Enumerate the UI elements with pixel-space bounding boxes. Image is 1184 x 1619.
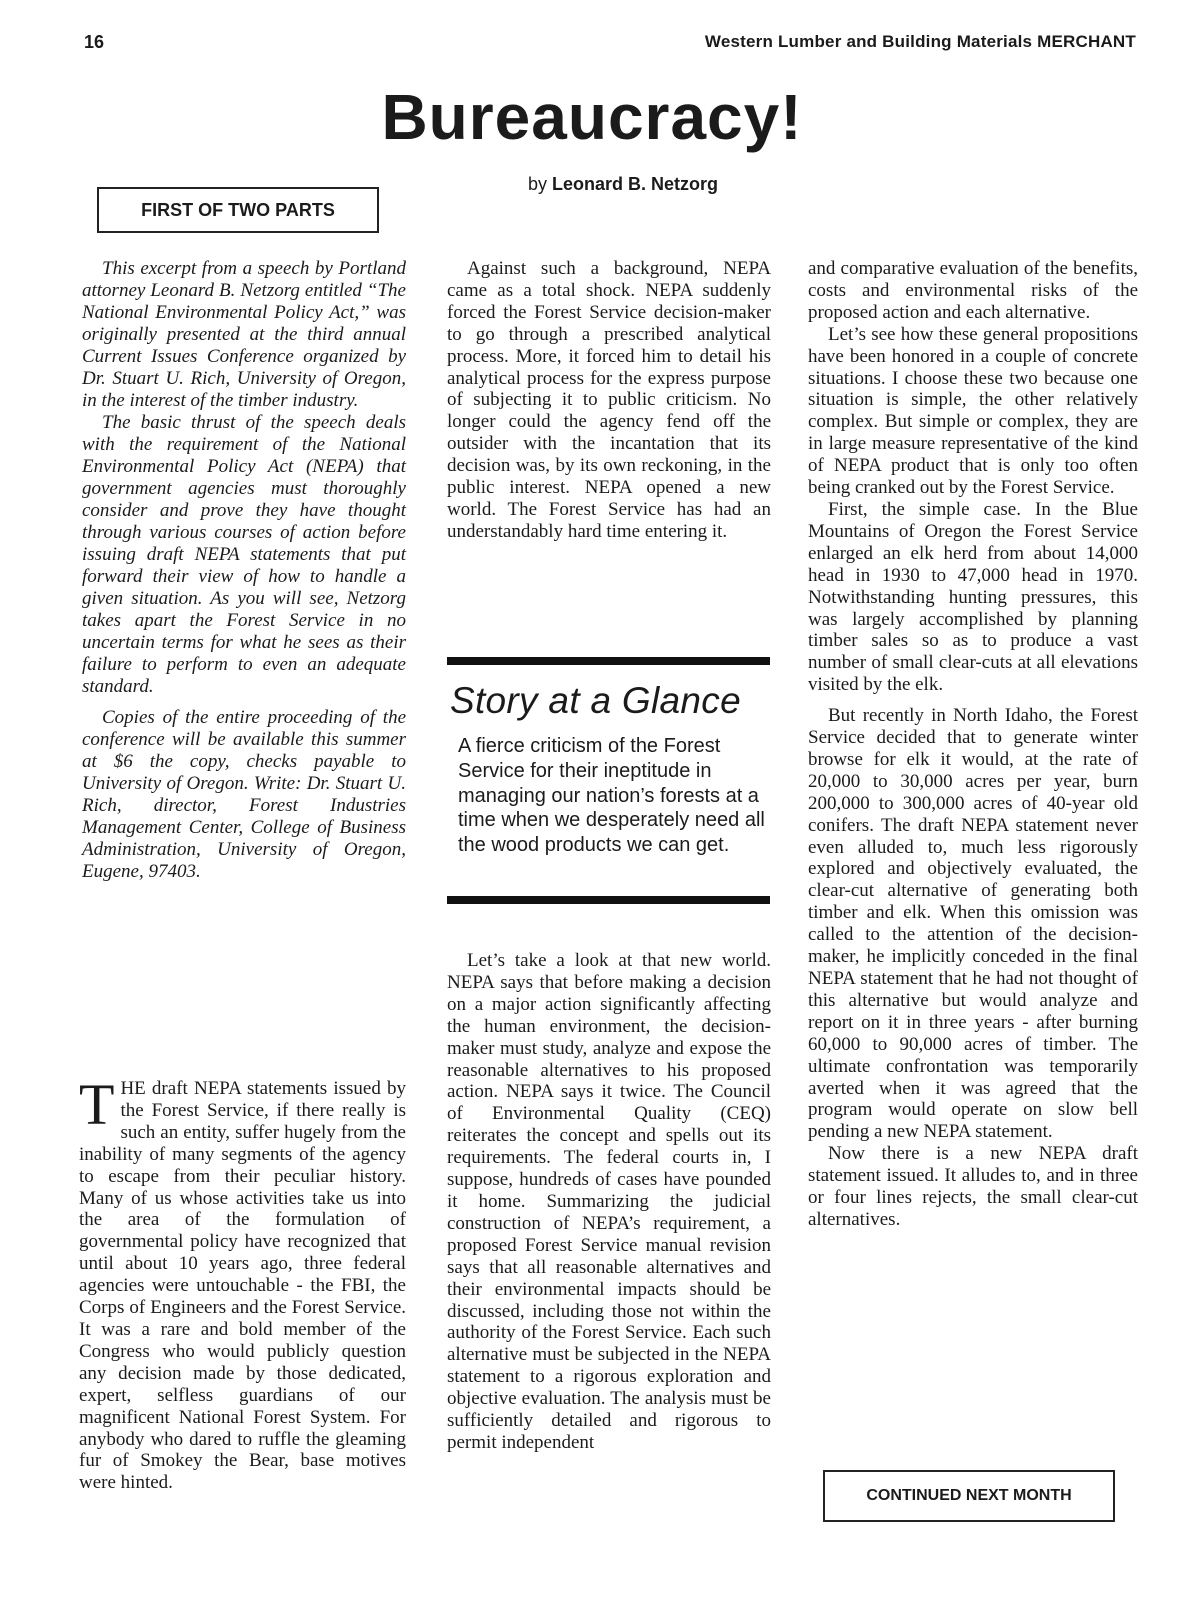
continued-label-box: [823, 1470, 1115, 1522]
drop-cap: T: [79, 1072, 115, 1137]
body-paragraph: Against such a background, NEPA came as a total shock. NEPA suddenly forced the Forest Service decision-maker to go through a prescribed analytical process. More, it forced him to detail his analytical process for the express purpose of subjecting it to public criticism. No longer could the agency fend off the outsider with the incantation that its decision was, by its own reckoning, in the public interest. NEPA opened a new world. The Forest Service has had an understandably hard time entering it.: [447, 258, 771, 542]
series-label-box: [97, 187, 379, 233]
intro-paragraph: This excerpt from a speech by Portland attorney Leonard B. Netzorg entitled “The National Environmental Policy Act,” was originally presented at the third annual Current Issues Conference organized by Dr. Stuart U. Rich, University of Oregon, in the interest of the timber industry.: [82, 258, 406, 411]
series-label: FIRST OF TWO PARTS: [141, 199, 335, 220]
body-paragraph: First, the simple case. In the Blue Mountains of Oregon the Forest Service enlarged an elk herd from about 14,000 head in 1930 to 47,000 head in 1970. Notwithstanding hunting pressures, this was largely accomplished by planning timber sales so as to produce a vast number of small clear-cuts at all elevations visited by the elk.: [808, 498, 1138, 696]
page-number: 16: [84, 32, 105, 52]
continued-label: CONTINUED NEXT MONTH: [866, 1487, 1072, 1504]
sidebar-top-rule: [447, 657, 770, 665]
body-column-3: [808, 258, 1138, 1231]
byline: [528, 174, 718, 195]
publication-running-head: Western Lumber and Building Materials MERCHANT: [704, 32, 1136, 51]
body-paragraph: Let’s take a look at that new world. NEPA says that before making a decision on a major action significantly affecting the human environment, the decision-maker must study, analyze and expose the reasonable alternatives to his proposed action. NEPA says it twice. The Council of Environmental Quality (CEQ) reiterates the concept and spells out its requirements. The federal courts in, I suppose, hundreds of cases have pounded it home. Summarizing the judicial construction of NEPA’s requirement, a proposed Forest Service manual revision says that all reasonable alternatives and their environmental impacts should be discussed, including those not within the authority of the Forest Service. Each such alternative must be subjected in the NEPA statement to a rigorous exploration and objective evaluation. The analysis must be sufficiently detailed and rigorous to permit independent: [447, 950, 771, 1453]
sidebar-title: Story at a Glance: [450, 680, 741, 721]
sidebar-bottom-rule: [447, 896, 770, 904]
body-paragraph: [79, 1072, 406, 1494]
body-column-2-top: [447, 258, 771, 543]
body-paragraph: Let’s see how these general propositions have been honored in a couple of concrete situations. I choose these two because one situation is simple, the other relatively complex. But simple or complex, they are in large measure representative of the kind of NEPA product that is only too often being cranked out by the Forest Service.: [808, 323, 1138, 499]
sidebar-summary: A fierce criticism of the Forest Service for their ineptitude in managing our nation’s forests at a time when we desperately need all the wood products we can get.: [458, 735, 765, 857]
intro-paragraph: The basic thrust of the speech deals with the requirement of the National Environmental Policy Act (NEPA) that government agencies must thoroughly consider and prove they have thought through various courses of action before issuing draft NEPA statements that put forward their view of how to handle a given situation. As you will see, Netzorg takes apart the Forest Service in no uncertain terms for what he sees as their failure to perform to even an adequate standard.: [82, 412, 406, 697]
body-column-1: [79, 1072, 406, 1494]
body-column-2-bottom: [447, 950, 771, 1454]
article-title: Bureaucracy!: [381, 81, 803, 153]
intro-paragraph: Copies of the entire proceeding of the conference will be available this summer at $6 the copy, checks payable to University of Oregon. Write: Dr. Stuart U. Rich, director, Forest Industries Management Center, College of Business Administration, University of Oregon, Eugene, 97403.: [82, 707, 406, 882]
body-paragraph: and comparative evaluation of the benefits, costs and environmental risks of the proposed action and each alternative.: [808, 258, 1138, 323]
body-paragraph: Now there is a new NEPA draft statement issued. It alludes to, and in three or four lines rejects, the small clear-cut alternatives.: [808, 1143, 1138, 1230]
intro-column: [82, 258, 406, 883]
author-name: Leonard B. Netzorg: [552, 174, 719, 194]
body-paragraph: But recently in North Idaho, the Forest Service decided that to generate winter browse for elk it would, at the rate of 20,000 to 30,000 acres per year, burn 200,000 to 300,000 acres of 40-year old conifers. The draft NEPA statement never even alluded to, much less rigorously explored and objectively evaluated, the clear-cut alternative of generating both timber and elk. When this omission was called to the attention of the decision-maker, he implicitly conceded in the final NEPA statement that he had not thought of this alternative but would analyze and report on it in three years - after burning 60,000 to 90,000 acres of timber. The ultimate confrontation was temporarily averted when it was agreed that the program would operate on slow bell pending a new NEPA statement.: [808, 705, 1138, 1143]
body-paragraph-text: HE draft NEPA statements issued by the Forest Service, if there really is such an entity, suffer hugely from the inability of many segments of the agency to escape from their peculiar history. Many of us whose activities take us into the area of the formulation of governmental policy have recognized that until about 10 years ago, three federal agencies were untouchable - the FBI, the Corps of Engineers and the Forest Service. It was a rare and bold member of the Congress who would publicly question any decision made by those dedicated, expert, selfless guardians of our magnificent National Forest System. For anybody who dared to ruffle the gleaming fur of Smokey the Bear, base motives were hinted.: [79, 1078, 406, 1494]
byline-prefix: by: [528, 174, 548, 194]
